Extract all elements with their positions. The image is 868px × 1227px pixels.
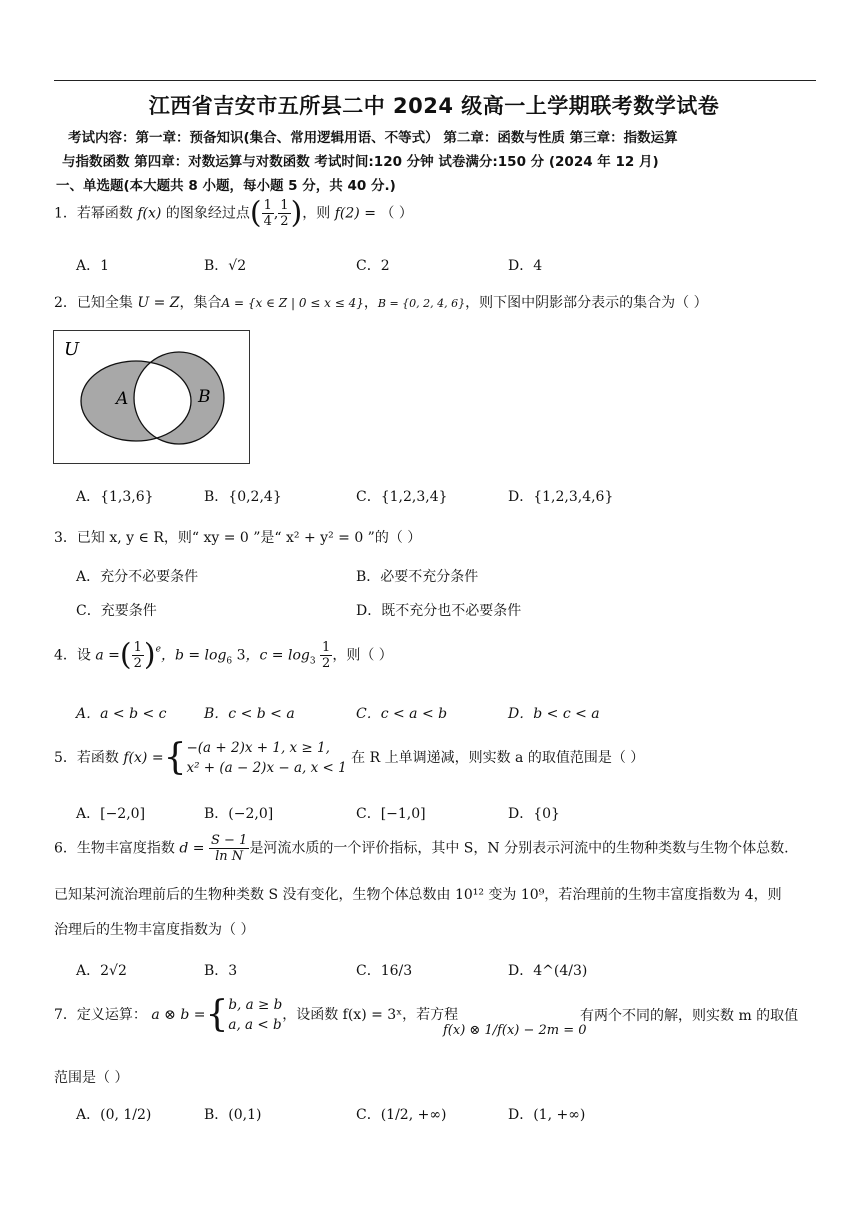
q4-post: ，则（ ） xyxy=(332,647,393,664)
question-5 xyxy=(54,738,644,778)
q4-frac xyxy=(132,640,144,671)
q6-option-b[interactable]: B．3 xyxy=(204,963,238,979)
top-rule xyxy=(54,80,816,81)
q7-post: 有两个不同的解，则实数 m 的取值 xyxy=(580,1008,799,1024)
q4-pre: 4．设 xyxy=(54,647,91,664)
q4-option-c[interactable]: C．c < a < b xyxy=(356,706,448,722)
exam-title: 江西省吉安市五所县二中 2024 级高一上学期联考数学试卷 xyxy=(148,94,720,118)
q3-option-c[interactable]: C．充要条件 xyxy=(76,603,157,619)
q1-text-post: ，则 xyxy=(302,205,331,222)
question-6 xyxy=(54,833,789,864)
q7-option-c[interactable]: C．(1/2, +∞) xyxy=(356,1107,447,1123)
q1-paren-left: ( xyxy=(249,195,262,231)
q4-option-d[interactable]: D．b < c < a xyxy=(508,706,600,722)
q4-frac-num: 1 xyxy=(133,640,142,655)
venn-label-a: A xyxy=(116,389,129,409)
venn-label-u: U xyxy=(64,339,80,360)
q4-c-frac xyxy=(320,640,332,671)
q1-option-c[interactable]: C．2 xyxy=(356,258,390,274)
q3-option-a[interactable]: A．充分不必要条件 xyxy=(76,569,199,585)
q4-c-frac-num: 1 xyxy=(322,640,331,655)
q4-exponent: e xyxy=(155,644,161,655)
q7-mid: ，设函数 f(x) = 3ˣ，若方程 xyxy=(282,1007,459,1023)
q5-pre: 5．若函数 xyxy=(54,750,119,766)
q2-universal-set: U = Z xyxy=(137,295,180,311)
q4-paren-left: ( xyxy=(119,637,132,673)
q7-line2: 范围是（ ） xyxy=(54,1070,129,1086)
q4-a: a = xyxy=(95,647,120,664)
q1-frac-2-den: 2 xyxy=(280,214,289,229)
question-1: 1．若幂函数 f(x) 的图象经过点( $\frac{1}{4}$ , $\frac{1}{2}$ )，则 f(2) = （ ） xyxy=(54,195,413,231)
q7-case-2: a, a < b xyxy=(228,1017,282,1033)
q1-option-b[interactable]: B．√2 xyxy=(204,258,247,274)
q1-text-mid: 的图象经过点 xyxy=(165,205,250,222)
exam-info-line1: 考试内容：第一章：预备知识(集合、常用逻辑用语、不等式） 第二章：函数与性质 第三章：指数运算 xyxy=(68,130,678,146)
q5-fx: f(x) = xyxy=(123,750,164,766)
q2-text2: ，集合 xyxy=(179,295,222,311)
q4-option-b[interactable]: B．c < b < a xyxy=(204,706,295,722)
q1-frac-2-num: 1 xyxy=(280,198,289,213)
q1-frac-2 xyxy=(278,198,290,229)
q1-option-d[interactable]: D．4 xyxy=(508,258,543,274)
q1-fx: f(x) xyxy=(137,205,162,222)
q3-option-d[interactable]: D．既不充分也不必要条件 xyxy=(356,603,522,619)
q2-set-b: B = {0, 2, 4, 6} xyxy=(377,297,466,310)
q7-operator: a ⊗ b = xyxy=(151,1007,206,1023)
q5-brace: { xyxy=(163,737,187,778)
q2-option-b[interactable]: B．{0,2,4} xyxy=(204,489,282,505)
q7-case-1: b, a ≥ b xyxy=(228,997,283,1013)
q2-set-a: A = {x ∈ Z | 0 ≤ x ≤ 4} xyxy=(221,296,364,310)
q6-frac-den: ln N xyxy=(215,849,244,864)
question-3: 3．已知 x, y ∈ R，则“ xy = 0 ”是“ x² + y² = 0 ”的（ ） xyxy=(54,530,422,546)
exam-info-line2: 与指数函数 第四章：对数运算与对数函数 考试时间:120 分钟 试卷满分:150 分 (2024 年 12 月) xyxy=(62,154,659,170)
q2-option-d[interactable]: D．{1,2,3,4,6} xyxy=(508,489,614,505)
section-heading: 一、单选题(本大题共 8 小题，每小题 5 分，共 40 分.) xyxy=(56,178,396,194)
q1-option-a[interactable]: A．1 xyxy=(76,258,110,274)
q4-frac-den: 2 xyxy=(133,656,142,671)
q6-line2: 已知某河流治理前后的生物种类数 S 没有变化，生物个体总数由 10¹² 变为 10⁹，若治理前的生物丰富度指数为 4，则 xyxy=(54,887,782,903)
q5-post: 在 R 上单调递减，则实数 a 的取值范围是（ ） xyxy=(351,750,645,766)
q5-option-a[interactable]: A．[−2,0] xyxy=(76,806,146,822)
q2-option-c[interactable]: C．{1,2,3,4} xyxy=(356,489,448,505)
q5-option-c[interactable]: C．[−1,0] xyxy=(356,806,426,822)
q4-c-base: 3 xyxy=(309,656,316,667)
q4-option-a[interactable]: A．a < b < c xyxy=(76,706,167,722)
q5-option-d[interactable]: D．{0} xyxy=(508,806,560,822)
exam-info xyxy=(62,126,828,174)
q3-option-b[interactable]: B．必要不充分条件 xyxy=(356,569,479,585)
question-4 xyxy=(54,637,393,673)
q7-equation: f(x) ⊗ 1/f(x) − 2m = 0 xyxy=(443,1023,587,1038)
q2-option-a[interactable]: A．{1,3,6} xyxy=(76,489,154,505)
q2-sep: ， xyxy=(363,295,378,311)
q6-line1: 是河流水质的一个评价指标，其中 S，N 分别表示河流中的生物种类数与生物个体总数. xyxy=(249,840,789,857)
q5-cases xyxy=(186,738,346,778)
question-2 xyxy=(54,292,708,312)
q1-blank: （ ） xyxy=(380,205,413,222)
q6-option-a[interactable]: A．2√2 xyxy=(76,963,127,979)
question-7 xyxy=(54,995,458,1035)
q5-case-1: −(a + 2)x + 1, x ≥ 1, xyxy=(186,740,330,756)
q6-frac xyxy=(209,833,249,864)
q5-option-b[interactable]: B．(−2,0] xyxy=(204,806,274,822)
q2-text1: 2．已知全集 xyxy=(54,295,133,311)
q1-f2: f(2) = xyxy=(334,205,376,222)
q4-paren-right: ) xyxy=(143,637,156,673)
q4-b-base: 6 xyxy=(226,656,233,667)
q5-case-2: x² + (a − 2)x − a, x < 1 xyxy=(186,760,347,776)
q6-d: d = xyxy=(179,840,205,857)
venn-svg xyxy=(54,331,248,462)
q7-option-b[interactable]: B．(0,1) xyxy=(204,1107,262,1123)
q7-option-d[interactable]: D．(1, +∞) xyxy=(508,1107,586,1123)
q1-frac-1 xyxy=(262,198,274,229)
q2-text3: ，则下图中阴影部分表示的集合为（ ） xyxy=(465,295,708,311)
venn-diagram xyxy=(53,330,250,464)
q1-text-pre: 1．若幂函数 xyxy=(54,205,133,222)
q6-pre: 6．生物丰富度指数 xyxy=(54,840,175,857)
q1-frac-1-den: 4 xyxy=(263,214,272,229)
q4-c-frac-den: 2 xyxy=(322,656,331,671)
q7-pre: 7．定义运算： xyxy=(54,1007,147,1023)
venn-label-b: B xyxy=(198,387,211,407)
q6-line3: 治理后的生物丰富度指数为（ ） xyxy=(54,922,255,938)
q7-brace: { xyxy=(205,994,229,1035)
q1-frac-1-num: 1 xyxy=(263,198,272,213)
q6-option-d[interactable]: D．4^(4/3) xyxy=(508,963,588,979)
q4-b: ，b = log xyxy=(160,647,227,664)
q6-option-c[interactable]: C．16/3 xyxy=(356,963,413,979)
q7-cases xyxy=(228,995,282,1035)
q1-paren-right: ) xyxy=(290,195,303,231)
q6-frac-num: S − 1 xyxy=(210,833,248,848)
q7-option-a[interactable]: A．(0, 1/2) xyxy=(76,1107,152,1123)
q4-c: ，c = log xyxy=(245,647,310,664)
q4-b-arg: 3 xyxy=(232,647,246,664)
